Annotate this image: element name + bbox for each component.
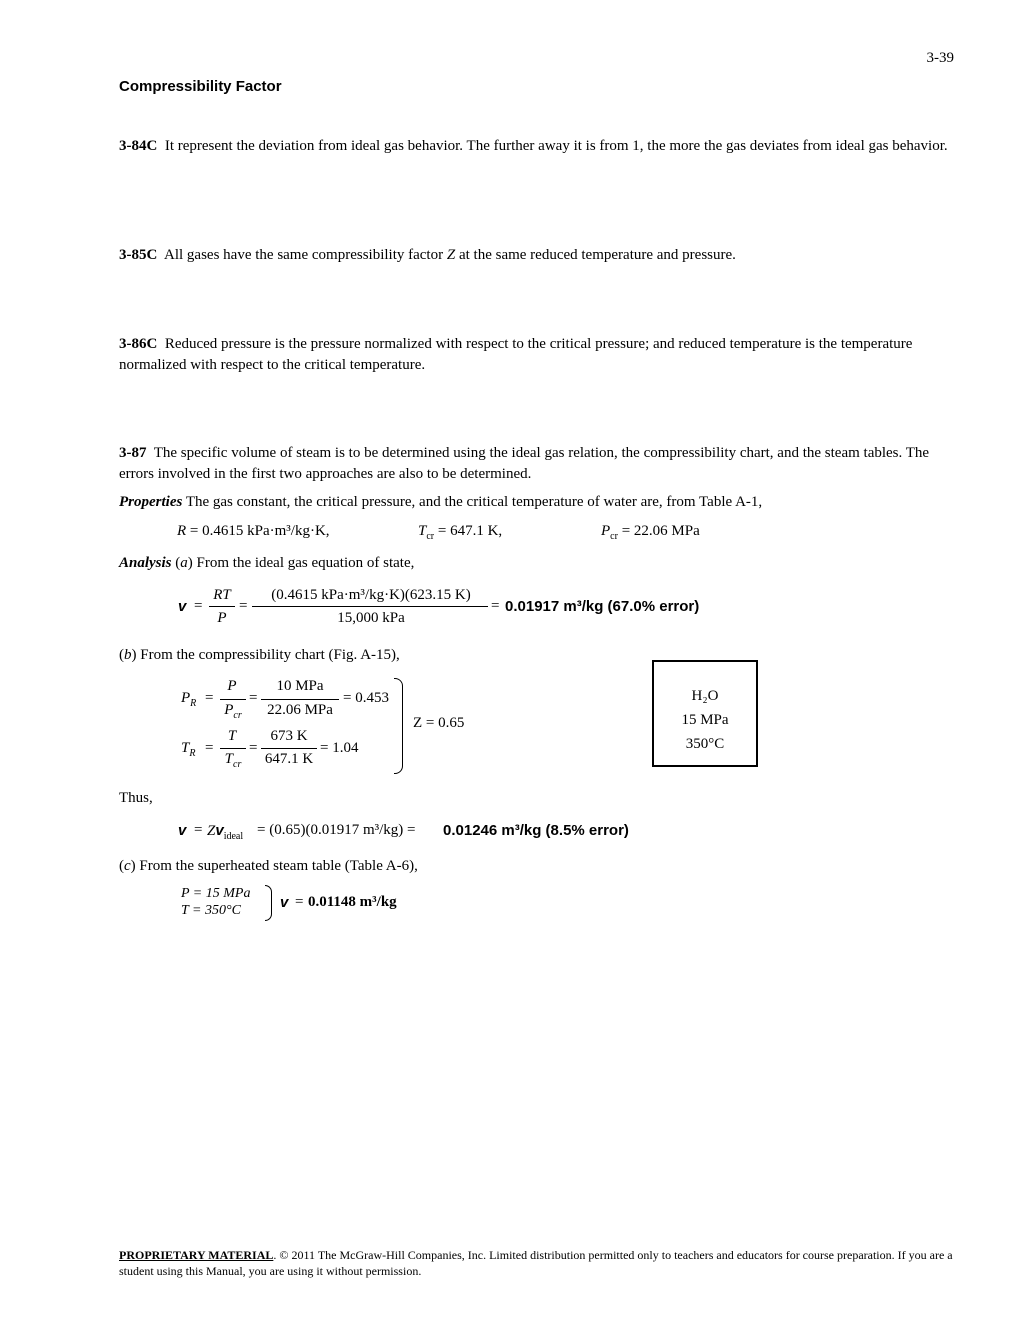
page-number: 3-39 xyxy=(926,50,954,66)
box-line: 15 MPa xyxy=(681,712,729,728)
tr-result: = 1.04 xyxy=(320,740,359,756)
z-result: Z = 0.65 xyxy=(413,715,465,731)
box-line: H₂O xyxy=(691,688,719,704)
footer-label: PROPRIETARY MATERIAL xyxy=(119,1248,274,1262)
variable-z: Z xyxy=(446,247,456,263)
eq-a-result: 0.01917 m³/kg (67.0% error) xyxy=(505,598,700,615)
eq-b-middle: = (0.65)(0.01917 m³/kg) = xyxy=(257,822,416,838)
question-text-cont: at the same reduced temperature and pressure. xyxy=(458,247,736,263)
question-number: 3-87 xyxy=(119,445,147,461)
state-box xyxy=(652,660,758,767)
question-text: The specific volume of steam is to be determined using the ideal gas relation, the compressibility chart, and the steam tables. The errors involved in the first two approaches are also to be determined. xyxy=(119,445,930,482)
thus-line: Thus, xyxy=(119,790,153,806)
r-value: = 0.4615 kPa·m³/kg·K, xyxy=(189,523,330,539)
properties-text: The gas constant, the critical pressure, and the critical temperature of water are, from Table A-1, xyxy=(185,494,763,510)
analysis-label: Analysis xyxy=(119,555,172,571)
question-3-87 xyxy=(119,443,955,485)
c-pressure: P = 15 MPa xyxy=(181,886,251,901)
pr-denominator: 22.06 MPa xyxy=(267,702,333,718)
question-number: 3-84C xyxy=(119,138,158,154)
eq-b-result: 0.01246 m³/kg (8.5% error) xyxy=(443,822,629,839)
question-text: All gases have the same compressibility factor xyxy=(164,247,444,263)
properties-line xyxy=(119,492,955,513)
reduced-brace xyxy=(394,678,403,774)
p-critical: $P_{cr} = 22.06$ MPa xyxy=(601,523,700,542)
properties-label: Properties xyxy=(119,494,183,510)
part-b-line: (b) From the compressibility chart (Fig. A-15), xyxy=(119,647,400,663)
eq-a-numerator: (0.4615 kPa·m³/kg·K)(623.15 K) xyxy=(271,587,471,603)
tr-numerator: 673 K xyxy=(270,728,308,744)
eq-a-denominator: 15,000 kPa xyxy=(337,610,405,626)
r-constant: R = 0.4615 kPa·m³/kg·K, xyxy=(177,523,330,539)
question-text: It represent the deviation from ideal gas behavior. The further away it is from 1, the more the gas deviates from ideal gas behavior. xyxy=(164,138,948,154)
pr-result: = 0.453 xyxy=(343,690,389,706)
t-critical: $T_{cr} = 647.1$ K, xyxy=(418,523,503,542)
c-result: 0.01148 m³/kg xyxy=(308,894,397,910)
section-title: Compressibility Factor xyxy=(119,78,282,95)
part-b-text: From the compressibility chart (Fig. A-15), xyxy=(140,647,400,663)
part-c-text: From the superheated steam table (Table A-6), xyxy=(139,858,418,874)
footer xyxy=(119,1247,955,1279)
c-brace xyxy=(265,885,272,921)
box-line: 350°C xyxy=(685,736,725,752)
question-text: Reduced pressure is the pressure normalized with respect to the critical pressure; and reduced temperature is the temperature normalized with respect to the critical temperature. xyxy=(119,336,913,373)
question-3-86c xyxy=(119,334,955,376)
question-3-85c xyxy=(119,245,955,266)
question-3-84c xyxy=(119,136,955,157)
pr-numerator: 10 MPa xyxy=(276,678,324,694)
c-temperature: T = 350°C xyxy=(181,903,241,918)
question-number: 3-86C xyxy=(119,336,158,352)
pcr-value: = 22.06 MPa xyxy=(621,523,700,539)
tcr-value: = 647.1 K, xyxy=(437,523,503,539)
tr-denominator: 647.1 K xyxy=(264,751,314,767)
question-number: 3-85C xyxy=(119,247,158,263)
part-a-text: From the ideal gas equation of state, xyxy=(196,555,415,571)
footer-text: . © 2011 The McGraw-Hill Companies, Inc. Limited distribution permitted only to teachers and educators for course preparation. If you are a student using this Manual, you are using it without permission. xyxy=(119,1248,953,1278)
analysis-line: Analysis (a) From the ideal gas equation of state, xyxy=(119,555,415,571)
part-c-line: (c) From the superheated steam table (Table A-6), xyxy=(119,858,418,874)
